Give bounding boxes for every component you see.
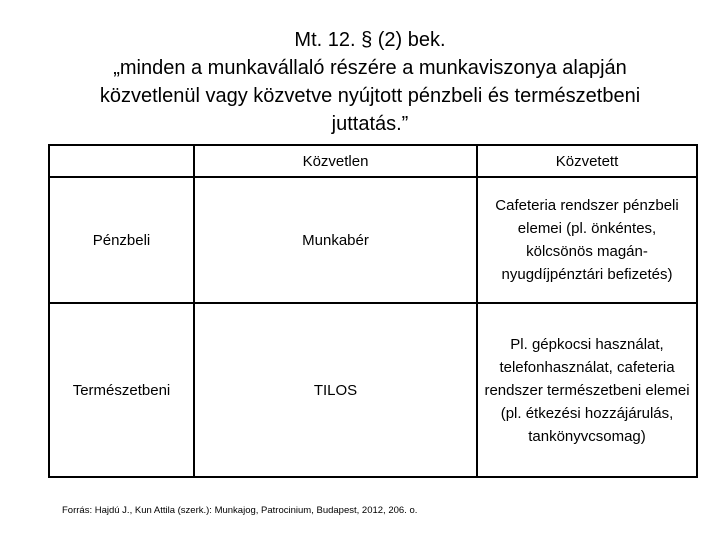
benefits-table — [48, 144, 698, 478]
header-cell-indirect: Közvetett — [477, 145, 697, 177]
title-line-4: juttatás.” — [331, 113, 409, 135]
title-line-3: közvetlenül vagy közvetve nyújtott pénzbeli és természetbeni — [99, 85, 641, 107]
table-header-row — [49, 145, 697, 177]
header-cell-empty — [49, 145, 194, 177]
title-line-1: Mt. 12. § (2) bek. — [294, 29, 446, 51]
page-title — [40, 26, 700, 138]
table-row — [49, 177, 697, 303]
title-line-2: „minden a munkavállaló részére a munkaviszonya alapján — [113, 57, 627, 79]
indirect-cell: Cafeteria rendszer pénzbeli elemei (pl. önkéntes, kölcsönös magán-nyugdíjpénztári befizetés) — [477, 177, 697, 303]
row-label-cell: Pénzbeli — [49, 177, 194, 303]
direct-cell: Munkabér — [194, 177, 477, 303]
table-row — [49, 303, 697, 477]
indirect-cell: Pl. gépkocsi használat, telefonhasználat, cafeteria rendszer természetbeni elemei (pl. étkezési hozzájárulás, tankönyvcsomag) — [477, 303, 697, 477]
source-citation: Forrás: Hajdú J., Kun Attila (szerk.): Munkajog, Patrocinium, Budapest, 2012, 206. o. — [62, 505, 418, 516]
header-cell-direct: Közvetlen — [194, 145, 477, 177]
row-label-cell: Természetbeni — [49, 303, 194, 477]
direct-cell: TILOS — [194, 303, 477, 477]
